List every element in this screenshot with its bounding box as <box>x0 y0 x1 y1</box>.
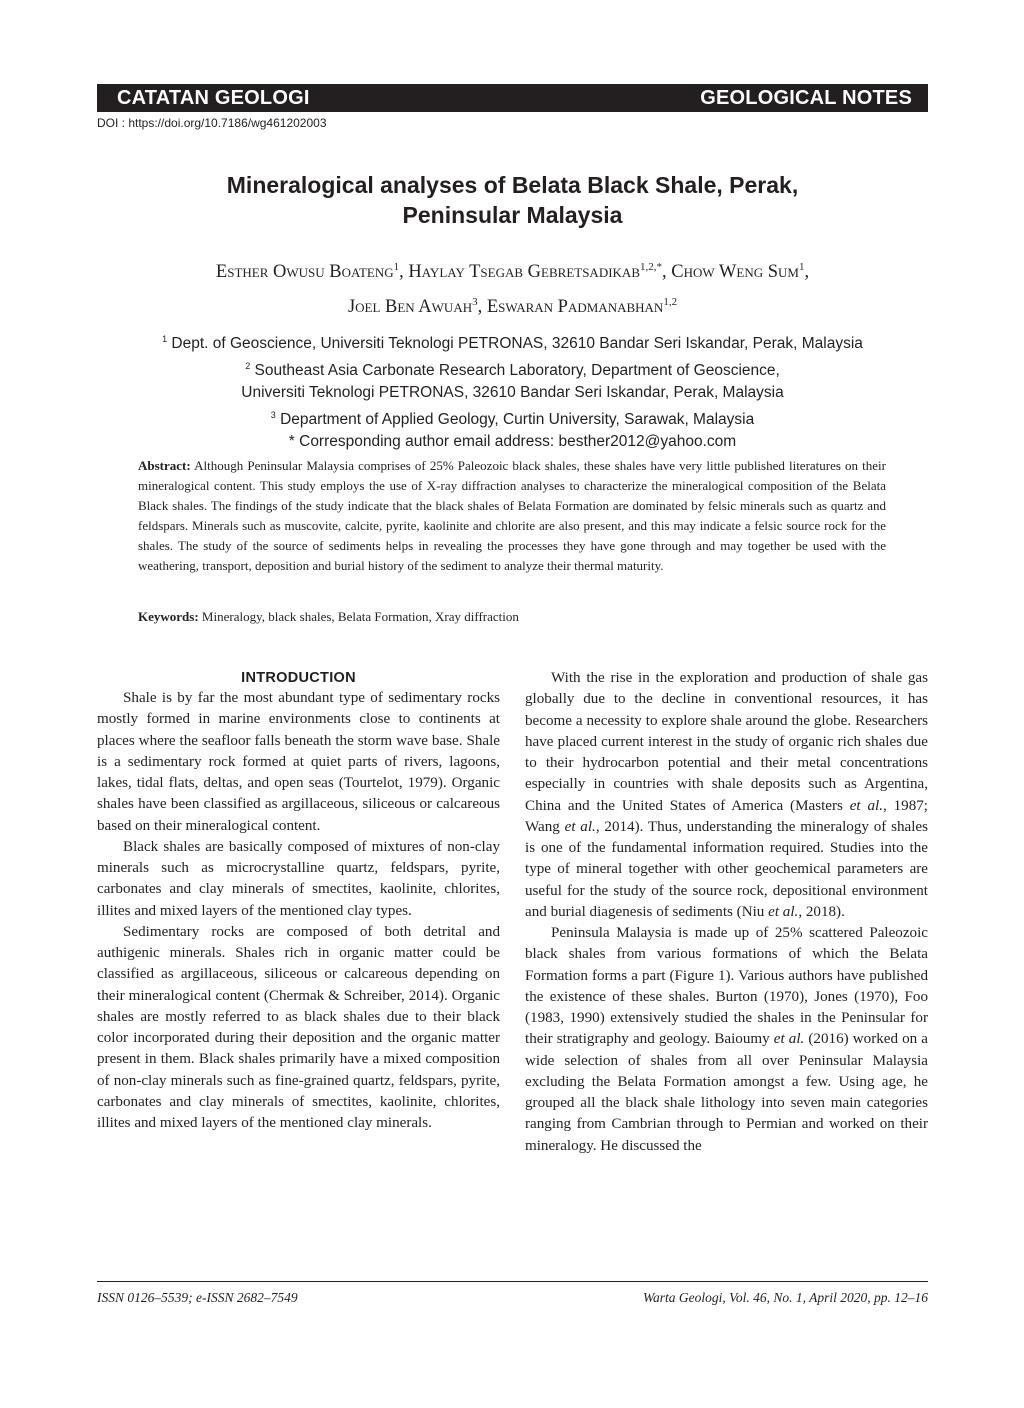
footer-divider <box>97 1281 928 1282</box>
paragraph: Black shales are basically composed of mixtures of non-clay minerals such as microcrystalline quartz, feldspars, pyrite, carbonates and clay minerals of smectites, kaolinite, chlorites, illites and mixed layers of the mentioned clay types. <box>97 838 500 919</box>
author-name: Joel Ben Awuah <box>347 297 473 318</box>
doi-link[interactable]: DOI : https://doi.org/10.7186/wg461202003 <box>97 116 327 130</box>
text-run: (2016) worked on a wide selection of shales from all over Peninsular Malaysia excluding the Belata Formation amongst a few. Using age, he grouped all the black shale lithology into seven main categories ranging from Cambrian through to Permian and worked on their mineralogy. He discussed the <box>525 1031 928 1154</box>
author-name: Haylay Tsegab Gebretsadikab <box>408 262 640 283</box>
paragraph <box>525 923 928 1157</box>
text-run: , 2018). <box>798 903 845 920</box>
affiliation-2-cont: Universiti Teknologi PETRONAS, 32610 Bandar Seri Iskandar, Perak, Malaysia <box>241 384 784 402</box>
paragraph <box>525 668 928 923</box>
column-left <box>97 668 500 1134</box>
section-banner <box>97 84 928 112</box>
affil-marker: 1 <box>162 334 168 344</box>
footer-issn: ISSN 0126–5539; e-ISSN 2682–7549 <box>97 1290 298 1305</box>
affil-marker: 3 <box>270 410 276 421</box>
column-right <box>525 668 928 1157</box>
section-heading-introduction: INTRODUCTION <box>241 670 356 686</box>
affil-text: Southeast Asia Carbonate Research Laboratory, Department of Geoscience, <box>254 362 780 380</box>
text-run: et al. <box>773 1031 805 1048</box>
keywords-label: Keywords: <box>138 609 199 624</box>
text-run: Peninsula Malaysia is made up of 25% scattered Paleozoic black shales from various formations of which the Belata Formation forms a part (Figure 1). Various authors have published the existence of these shales. Burton (1970), Jones (1970), Foo (1983, 1990) extensively studied the shales in the Peninsular for their stratigraphy and geology. Baioumy <box>525 925 928 1048</box>
author-line-2: Joel Ben Awuah$^3$, Eswaran Padmanabhan$^{1,2}$ <box>347 296 678 318</box>
author-line-1: Esther Owusu Boateng$^1$, Haylay Tsegab Gebretsadikab$^{1,2,*}$, Chow Weng Sum$^1$, <box>215 261 810 283</box>
text-run: et al. <box>768 903 799 920</box>
affiliation-3 <box>97 404 928 431</box>
paragraph: Sedimentary rocks are composed of both detrital and authigenic minerals. Shales rich in organic matter could be classified as argillaceous, siliceous or calcareous depending on their mineralogical content (Chermak & Schreiber, 2014). Organic shales are mostly referred to as black shales due to their black color incorporated during their deposition and the organic matter present in them. Black shales primarily have a mixed composition of non-clay minerals such as fine-grained quartz, feldspars, pyrite, carbonates and clay minerals of smectites, kaolinite, chlorites, illites and mixed layers of the mentioned clay minerals. <box>97 923 500 1131</box>
text-run: With the rise in the exploration and production of shale gas globally due to the decline in conventional resources, it has become a necessity to explore shale around the globe. Researchers have placed current interest in the study of organic rich shales due to their hydrocarbon potential and their metal concentrations especially in countries with shale deposits such as Argentina, China and the United States of America (Masters <box>525 670 928 814</box>
author-affil-marker: 1 <box>798 261 805 273</box>
corresponding-author-email: * Corresponding author email address: besther2012@yahoo.com <box>288 433 737 451</box>
affil-text: Department of Applied Geology, Curtin University, Sarawak, Malaysia <box>280 411 755 429</box>
title-line-2: Peninsular Malaysia <box>402 202 623 228</box>
author-affil-marker: 3 <box>472 296 478 309</box>
text-run: et al. <box>849 797 883 814</box>
abstract <box>138 456 886 576</box>
affiliation-2 <box>97 355 928 382</box>
affil-text: Dept. of Geoscience, Universiti Teknologi PETRONAS, 32610 Bandar Seri Iskandar, Perak, Malaysia <box>171 335 863 353</box>
title-line-1: Mineralogical analyses of Belata Black Shale, Perak, <box>226 172 799 198</box>
abstract-text: Although Peninsular Malaysia comprises of 25% Paleozoic black shales, these shales have very little published literatures on their mineralogical content. This study employs the use of X-ray diffraction analyses to characterize the mineralogical composition of the Belata Black shales. The findings of the study indicate that the black shales of Belata Formation are dominated by felsic minerals such as quartz and feldspars. Minerals such as muscovite, calcite, pyrite, kaolinite and chlorite are also present, and this may indicate a felsic source rock for the shales. The study of the source of sediments helps in revealing the processes they have gone through and may together be used with the weathering, transport, deposition and burial history of the sediment to analyze their thermal maturity. <box>138 458 886 573</box>
text-run: et al. <box>564 818 596 835</box>
banner-left-label: CATATAN GEOLOGI <box>117 86 310 109</box>
affil-marker: 2 <box>245 361 251 372</box>
affiliation-list <box>97 328 928 453</box>
paragraph: Shale is by far the most abundant type of sedimentary rocks mostly formed in marine environments close to continents at places where the seafloor falls beneath the storm wave base. Shale is a sedimentary rock formed at quiet parts of rivers, lagoons, lakes, tidal flats, deltas, and open seas (Tourtelot, 1979). Organic shales have been classified as argillaceous, siliceous or calcareous based on their mineralogical content. <box>97 690 500 834</box>
author-affil-marker: 1,2 <box>663 296 678 309</box>
author-name: Esther Owusu Boateng <box>215 262 394 283</box>
author-name: Eswaran Padmanabhan <box>486 297 664 318</box>
banner-right-label: GEOLOGICAL NOTES <box>700 86 912 109</box>
keywords-text: Mineralogy, black shales, Belata Formation, Xray diffraction <box>201 609 519 624</box>
affiliation-1 <box>97 328 928 355</box>
text-run: , 1987; Wang <box>525 797 929 835</box>
footer-citation: Warta Geologi, Vol. 46, No. 1, April 2020, pp. 12–16 <box>642 1290 928 1305</box>
author-name: Chow Weng Sum <box>671 262 799 283</box>
text-run: , 2014). Thus, understanding the mineralogy of shales is one of the fundamental information required. Studies into the type of mineral together with other geochemical parameters are useful for the study of the source rock, depositional environment and burial diagenesis of sediments (Niu <box>525 818 928 920</box>
author-affil-marker: 1 <box>393 261 400 273</box>
author-affil-marker: 1,2,* <box>639 261 662 273</box>
author-list <box>97 252 928 322</box>
keywords <box>138 607 886 627</box>
abstract-label: Abstract: <box>138 458 191 473</box>
paper-title <box>97 170 928 230</box>
